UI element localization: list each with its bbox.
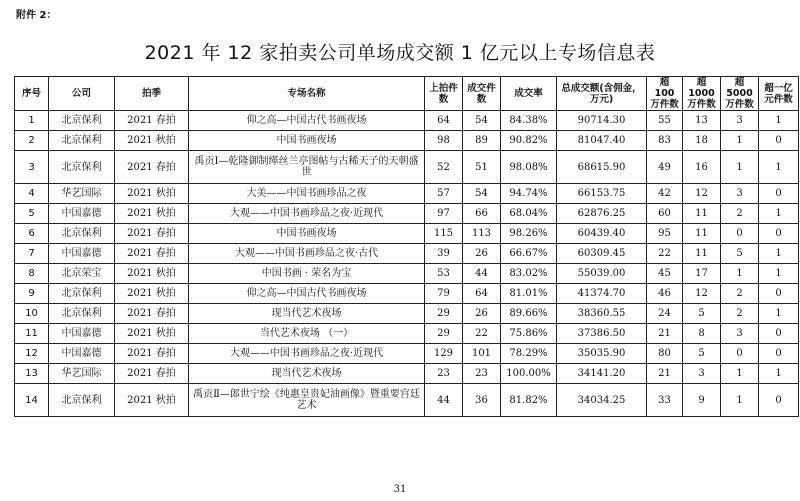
cell-col-season: 2021 春拍 xyxy=(115,151,189,184)
cell-col-total-value: 37386.50 xyxy=(557,324,647,344)
cell-col-season: 2021 春拍 xyxy=(115,364,189,384)
cell-col-over-1m: 49 xyxy=(647,151,683,184)
cell-col-total-value: 34141.20 xyxy=(557,364,647,384)
header-col-total-value: 总成交额(含佣金，万元) xyxy=(557,77,647,111)
table-row xyxy=(15,264,799,284)
cell-col-over-10m: 13 xyxy=(683,111,721,131)
cell-col-lots-offered: 79 xyxy=(425,284,463,304)
cell-col-lots-offered: 29 xyxy=(425,304,463,324)
cell-col-over-10m: 18 xyxy=(683,131,721,151)
cell-col-total-value: 60309.45 xyxy=(557,244,647,264)
cell-col-over-1m: 33 xyxy=(647,384,683,417)
cell-col-index: 11 xyxy=(15,324,49,344)
cell-col-over-10m: 11 xyxy=(683,244,721,264)
cell-col-session-name: 中国书画夜场 xyxy=(189,131,425,151)
cell-col-session-name: 中国书画 · 荣名为宝 xyxy=(189,264,425,284)
cell-col-over-10m: 16 xyxy=(683,151,721,184)
cell-col-company: 中国嘉德 xyxy=(49,204,115,224)
cell-col-lots-sold: 54 xyxy=(463,111,501,131)
cell-col-sell-through: 94.74% xyxy=(501,184,557,204)
cell-col-sell-through: 83.02% xyxy=(501,264,557,284)
cell-col-lots-sold: 26 xyxy=(463,244,501,264)
cell-col-session-name: 仰之高—中国古代书画夜场 xyxy=(189,111,425,131)
cell-col-lots-sold: 89 xyxy=(463,131,501,151)
header-col-session-name: 专场名称 xyxy=(189,77,425,111)
cell-col-total-value: 90714.30 xyxy=(557,111,647,131)
cell-col-over-1m: 80 xyxy=(647,344,683,364)
auction-table xyxy=(14,76,799,417)
table-row xyxy=(15,204,799,224)
cell-col-sell-through: 78.29% xyxy=(501,344,557,364)
cell-col-sell-through: 89.66% xyxy=(501,304,557,324)
cell-col-company: 华艺国际 xyxy=(49,364,115,384)
cell-col-company: 北京保利 xyxy=(49,384,115,417)
cell-col-lots-sold: 51 xyxy=(463,151,501,184)
cell-col-sell-through: 90.82% xyxy=(501,131,557,151)
cell-col-over-50m: 5 xyxy=(721,244,759,264)
cell-col-over-10m: 8 xyxy=(683,324,721,344)
cell-col-over-1m: 21 xyxy=(647,324,683,344)
cell-col-lots-offered: 115 xyxy=(425,224,463,244)
cell-col-sell-through: 100.00% xyxy=(501,364,557,384)
header-col-index: 序号 xyxy=(15,77,49,111)
cell-col-over-100m: 0 xyxy=(759,224,799,244)
cell-col-sell-through: 84.38% xyxy=(501,111,557,131)
cell-col-index: 7 xyxy=(15,244,49,264)
cell-col-lots-offered: 53 xyxy=(425,264,463,284)
cell-col-index: 3 xyxy=(15,151,49,184)
cell-col-season: 2021 秋拍 xyxy=(115,324,189,344)
cell-col-session-name: 仰之高—中国古代书画夜场 xyxy=(189,284,425,304)
cell-col-over-100m: 0 xyxy=(759,184,799,204)
header-col-company: 公司 xyxy=(49,77,115,111)
cell-col-index: 2 xyxy=(15,131,49,151)
cell-col-over-10m: 9 xyxy=(683,384,721,417)
cell-col-over-10m: 11 xyxy=(683,224,721,244)
header-col-over-50m: 超 5000 万件数 xyxy=(721,77,759,111)
cell-col-total-value: 55039.00 xyxy=(557,264,647,284)
cell-col-total-value: 35035.90 xyxy=(557,344,647,364)
cell-col-session-name: 现当代艺术夜场 xyxy=(189,364,425,384)
cell-col-lots-sold: 44 xyxy=(463,264,501,284)
cell-col-over-100m: 0 xyxy=(759,284,799,304)
cell-col-company: 中国嘉德 xyxy=(49,244,115,264)
cell-col-season: 2021 秋拍 xyxy=(115,264,189,284)
cell-col-over-100m: 1 xyxy=(759,264,799,284)
cell-col-over-1m: 42 xyxy=(647,184,683,204)
cell-col-company: 北京保利 xyxy=(49,304,115,324)
cell-col-company: 北京保利 xyxy=(49,131,115,151)
cell-col-company: 北京保利 xyxy=(49,224,115,244)
cell-col-sell-through: 81.82% xyxy=(501,384,557,417)
cell-col-over-1m: 60 xyxy=(647,204,683,224)
cell-col-index: 12 xyxy=(15,344,49,364)
cell-col-company: 北京保利 xyxy=(49,284,115,304)
cell-col-lots-sold: 23 xyxy=(463,364,501,384)
cell-col-total-value: 81047.40 xyxy=(557,131,647,151)
cell-col-lots-offered: 98 xyxy=(425,131,463,151)
header-col-lots-offered: 上拍件数 xyxy=(425,77,463,111)
cell-col-over-50m: 1 xyxy=(721,264,759,284)
cell-col-over-50m: 1 xyxy=(721,151,759,184)
cell-col-session-name: 大观——中国书画珍品之夜·近现代 xyxy=(189,204,425,224)
cell-col-over-1m: 83 xyxy=(647,131,683,151)
header-col-season: 拍季 xyxy=(115,77,189,111)
cell-col-lots-offered: 52 xyxy=(425,151,463,184)
cell-col-lots-offered: 29 xyxy=(425,324,463,344)
cell-col-lots-sold: 64 xyxy=(463,284,501,304)
cell-col-over-1m: 45 xyxy=(647,264,683,284)
cell-col-lots-sold: 36 xyxy=(463,384,501,417)
cell-col-season: 2021 春拍 xyxy=(115,244,189,264)
cell-col-index: 14 xyxy=(15,384,49,417)
cell-col-season: 2021 秋拍 xyxy=(115,284,189,304)
table-row xyxy=(15,131,799,151)
cell-col-company: 北京保利 xyxy=(49,151,115,184)
cell-col-season: 2021 秋拍 xyxy=(115,184,189,204)
cell-col-over-1m: 46 xyxy=(647,284,683,304)
cell-col-lots-offered: 64 xyxy=(425,111,463,131)
cell-col-over-1m: 22 xyxy=(647,244,683,264)
header-col-over-100m: 超一亿元件数 xyxy=(759,77,799,111)
cell-col-season: 2021 春拍 xyxy=(115,224,189,244)
cell-col-over-10m: 5 xyxy=(683,344,721,364)
cell-col-index: 9 xyxy=(15,284,49,304)
header-col-sell-through: 成交率 xyxy=(501,77,557,111)
cell-col-over-50m: 2 xyxy=(721,284,759,304)
cell-col-lots-sold: 113 xyxy=(463,224,501,244)
cell-col-session-name: 大观——中国书画珍品之夜·近现代 xyxy=(189,344,425,364)
table-row xyxy=(15,364,799,384)
cell-col-total-value: 66153.75 xyxy=(557,184,647,204)
cell-col-index: 5 xyxy=(15,204,49,224)
cell-col-season: 2021 秋拍 xyxy=(115,384,189,417)
cell-col-over-10m: 11 xyxy=(683,204,721,224)
table-row xyxy=(15,304,799,324)
cell-col-total-value: 41374.70 xyxy=(557,284,647,304)
cell-col-sell-through: 66.67% xyxy=(501,244,557,264)
table-row xyxy=(15,344,799,364)
cell-col-over-50m: 3 xyxy=(721,324,759,344)
cell-col-season: 2021 春拍 xyxy=(115,344,189,364)
table-row xyxy=(15,324,799,344)
cell-col-season: 2021 秋拍 xyxy=(115,131,189,151)
table-row xyxy=(15,151,799,184)
cell-col-lots-sold: 22 xyxy=(463,324,501,344)
cell-col-total-value: 68615.90 xyxy=(557,151,647,184)
cell-col-over-50m: 1 xyxy=(721,384,759,417)
cell-col-over-1m: 95 xyxy=(647,224,683,244)
cell-col-over-100m: 0 xyxy=(759,324,799,344)
cell-col-company: 北京保利 xyxy=(49,111,115,131)
cell-col-over-50m: 2 xyxy=(721,204,759,224)
cell-col-over-10m: 12 xyxy=(683,184,721,204)
cell-col-season: 2021 春拍 xyxy=(115,111,189,131)
cell-col-lots-offered: 23 xyxy=(425,364,463,384)
cell-col-index: 10 xyxy=(15,304,49,324)
cell-col-session-name: 现当代艺术夜场 xyxy=(189,304,425,324)
header-col-lots-sold: 成交件数 xyxy=(463,77,501,111)
cell-col-session-name: 大美——中国书画珍品之夜 xyxy=(189,184,425,204)
cell-col-over-1m: 21 xyxy=(647,364,683,384)
cell-col-over-100m: 0 xyxy=(759,131,799,151)
cell-col-index: 8 xyxy=(15,264,49,284)
cell-col-over-50m: 0 xyxy=(721,224,759,244)
cell-col-company: 中国嘉德 xyxy=(49,324,115,344)
cell-col-over-100m: 1 xyxy=(759,151,799,184)
cell-col-over-100m: 0 xyxy=(759,344,799,364)
cell-col-over-10m: 17 xyxy=(683,264,721,284)
cell-col-session-name: 禹贡Ⅱ—郎世宁绘《纯惠皇贵妃油画像》暨重要宫廷艺术 xyxy=(189,384,425,417)
page-number: 31 xyxy=(393,484,407,495)
table-row xyxy=(15,284,799,304)
table-header-row xyxy=(15,77,799,111)
cell-col-lots-offered: 97 xyxy=(425,204,463,224)
cell-col-lots-sold: 54 xyxy=(463,184,501,204)
cell-col-over-1m: 24 xyxy=(647,304,683,324)
cell-col-index: 13 xyxy=(15,364,49,384)
cell-col-lots-offered: 39 xyxy=(425,244,463,264)
cell-col-session-name: 当代艺术夜场 （一） xyxy=(189,324,425,344)
cell-col-season: 2021 春拍 xyxy=(115,304,189,324)
cell-col-index: 6 xyxy=(15,224,49,244)
table-row xyxy=(15,111,799,131)
table-row xyxy=(15,184,799,204)
cell-col-lots-offered: 44 xyxy=(425,384,463,417)
cell-col-over-50m: 2 xyxy=(721,304,759,324)
cell-col-company: 华艺国际 xyxy=(49,184,115,204)
cell-col-index: 1 xyxy=(15,111,49,131)
cell-col-over-10m: 3 xyxy=(683,364,721,384)
cell-col-lots-sold: 26 xyxy=(463,304,501,324)
cell-col-sell-through: 75.86% xyxy=(501,324,557,344)
cell-col-lots-sold: 66 xyxy=(463,204,501,224)
cell-col-over-100m: 1 xyxy=(759,111,799,131)
cell-col-over-50m: 0 xyxy=(721,344,759,364)
header-col-over-1m: 超 100 万件数 xyxy=(647,77,683,111)
cell-col-session-name: 禹贡Ⅰ—乾隆御制缂丝兰亭图帖与古稀天子的天朝盛世 xyxy=(189,151,425,184)
cell-col-session-name: 中国书画夜场 xyxy=(189,224,425,244)
table-row xyxy=(15,384,799,417)
cell-col-lots-offered: 57 xyxy=(425,184,463,204)
cell-col-over-100m: 1 xyxy=(759,364,799,384)
cell-col-total-value: 62876.25 xyxy=(557,204,647,224)
cell-col-total-value: 34034.25 xyxy=(557,384,647,417)
cell-col-over-100m: 0 xyxy=(759,384,799,417)
cell-col-over-10m: 5 xyxy=(683,304,721,324)
cell-col-season: 2021 秋拍 xyxy=(115,204,189,224)
table-row xyxy=(15,244,799,264)
document-title: 2021 年 12 家拍卖公司单场成交额 1 亿元以上专场信息表 xyxy=(144,42,656,64)
cell-col-over-100m: 1 xyxy=(759,204,799,224)
cell-col-total-value: 38360.55 xyxy=(557,304,647,324)
cell-col-over-10m: 12 xyxy=(683,284,721,304)
cell-col-total-value: 60439.40 xyxy=(557,224,647,244)
cell-col-over-50m: 3 xyxy=(721,111,759,131)
cell-col-lots-sold: 101 xyxy=(463,344,501,364)
table-row xyxy=(15,224,799,244)
cell-col-index: 4 xyxy=(15,184,49,204)
cell-col-over-50m: 1 xyxy=(721,131,759,151)
cell-col-over-50m: 1 xyxy=(721,364,759,384)
header-col-over-10m: 超 1000 万件数 xyxy=(683,77,721,111)
cell-col-over-100m: 1 xyxy=(759,304,799,324)
cell-col-session-name: 大观——中国书画珍品之夜·古代 xyxy=(189,244,425,264)
cell-col-over-50m: 3 xyxy=(721,184,759,204)
cell-col-sell-through: 98.08% xyxy=(501,151,557,184)
cell-col-sell-through: 98.26% xyxy=(501,224,557,244)
cell-col-company: 中国嘉德 xyxy=(49,344,115,364)
attachment-label: 附件 2： xyxy=(16,10,57,21)
cell-col-over-100m: 1 xyxy=(759,244,799,264)
cell-col-sell-through: 68.04% xyxy=(501,204,557,224)
cell-col-lots-offered: 129 xyxy=(425,344,463,364)
cell-col-sell-through: 81.01% xyxy=(501,284,557,304)
cell-col-over-1m: 55 xyxy=(647,111,683,131)
cell-col-company: 北京荣宝 xyxy=(49,264,115,284)
